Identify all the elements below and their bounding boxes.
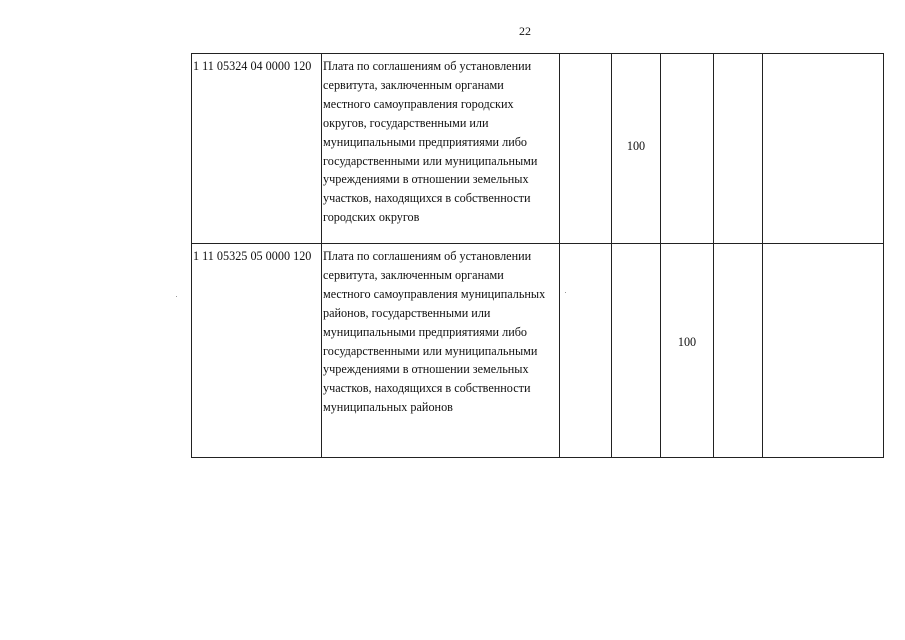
description-line: муниципальными предприятиями либо (323, 134, 528, 149)
description-line: Плата по соглашениям об установлении (323, 59, 532, 73)
code-cell: 1 11 05325 05 0000 120 (192, 244, 322, 458)
description-line: государственными или муниципальными (323, 153, 538, 168)
value-cell: 100 (661, 244, 714, 458)
value-cell (560, 54, 612, 244)
description-line: местного самоуправления муниципальных (323, 286, 546, 301)
table-row (192, 244, 884, 458)
description-line: государственными или муниципальными (323, 343, 538, 358)
table-row (192, 54, 884, 244)
scan-speck (565, 292, 566, 293)
description-line: учреждениями в отношении земельных (323, 362, 529, 377)
value-cell (714, 54, 763, 244)
description-line: участков, находящихся в собственности (323, 191, 531, 206)
description-line: сервитута, заключенным органами (323, 77, 504, 92)
scan-speck (176, 296, 177, 297)
description-line: сервитута, заключенным органами (323, 267, 504, 282)
page-number: 22 (519, 24, 531, 38)
value-cell (763, 54, 884, 244)
description-line: муниципальными предприятиями либо (323, 324, 528, 339)
description-cell (322, 244, 560, 458)
description-line: городских округов (323, 210, 420, 225)
value-cell (763, 244, 884, 458)
value-cell: 100 (612, 54, 661, 244)
value-cell (714, 244, 763, 458)
value-cell (612, 244, 661, 458)
code-cell: 1 11 05324 04 0000 120 (192, 54, 322, 244)
description-line: участков, находящихся в собственности (323, 381, 531, 396)
description-line: районов, государственными или (323, 305, 491, 320)
description-line: местного самоуправления городских (323, 96, 514, 111)
value-cell (560, 244, 612, 458)
budget-classification-table (191, 53, 884, 458)
description-line: муниципальных районов (323, 400, 453, 415)
description-line: учреждениями в отношении земельных (323, 172, 529, 187)
description-cell (322, 54, 560, 244)
description-line: округов, государственными или (323, 115, 489, 130)
value-cell (661, 54, 714, 244)
description-line: Плата по соглашениям об установлении (323, 249, 532, 263)
